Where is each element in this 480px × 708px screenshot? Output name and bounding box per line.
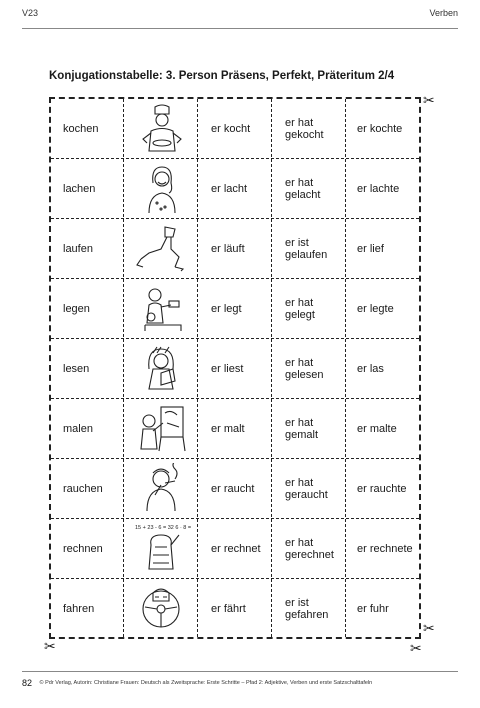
preterite-cell: er las (357, 363, 384, 375)
perfect-participle: gemalt (285, 429, 319, 441)
perfect-participle: gelesen (285, 369, 324, 381)
math-board-icon (125, 519, 199, 579)
perfect-auxiliary: er hat (285, 117, 314, 129)
table-row (51, 279, 419, 339)
table-row (51, 219, 419, 279)
infinitive-cell: fahren (63, 603, 95, 615)
perfect-participle: gerechnet (285, 549, 334, 561)
present-cell: er malt (211, 423, 245, 435)
page-number: 82 (22, 678, 33, 688)
infinitive-cell: rechnen (63, 543, 103, 555)
infinitive-cell: rauchen (63, 483, 103, 495)
infinitive-cell: kochen (63, 123, 99, 135)
perfect-cell (273, 579, 347, 639)
scissors-icon: ✂ (423, 92, 435, 108)
table-row (51, 159, 419, 219)
scissors-icon: ✂ (423, 620, 435, 636)
perfect-auxiliary: er hat (285, 417, 314, 429)
footer-divider (22, 671, 458, 672)
page-title: Konjugationstabelle: 3. Person Präsens, Perfekt, Präteritum 2/4 (49, 70, 395, 82)
conjugation-table (49, 97, 421, 639)
perfect-auxiliary: er hat (285, 177, 314, 189)
table-row (51, 99, 419, 159)
perfect-participle: gelegt (285, 309, 315, 321)
infinitive-cell: laufen (63, 243, 93, 255)
perfect-participle: gefahren (285, 609, 329, 621)
perfect-cell (273, 519, 347, 579)
present-cell: er rechnet (211, 543, 261, 555)
preterite-cell: er rauchte (357, 483, 407, 495)
perfect-cell (273, 159, 347, 219)
page-header (22, 8, 458, 24)
perfect-cell (273, 339, 347, 399)
preterite-cell: er lachte (357, 183, 400, 195)
perfect-auxiliary: er hat (285, 537, 314, 549)
present-cell: er legt (211, 303, 242, 315)
running-legs-icon (125, 219, 199, 279)
perfect-auxiliary: er hat (285, 477, 314, 489)
table-row (51, 579, 419, 639)
scissors-icon: ✂ (44, 638, 56, 654)
cooking-boy-icon (125, 99, 199, 159)
laughing-girl-icon (125, 159, 199, 219)
page-footer (22, 678, 458, 688)
perfect-participle: gekocht (285, 129, 324, 141)
perfect-auxiliary: er hat (285, 357, 314, 369)
preterite-cell: er kochte (357, 123, 403, 135)
infinitive-cell: legen (63, 303, 90, 315)
perfect-cell (273, 99, 347, 159)
preterite-cell: er malte (357, 423, 397, 435)
present-cell: er lacht (211, 183, 248, 195)
infinitive-cell: lesen (63, 363, 90, 375)
present-cell: er liest (211, 363, 244, 375)
worksheet-code: V23 (22, 8, 39, 18)
placing-book-icon (125, 279, 199, 339)
preterite-cell: er rechnete (357, 543, 413, 555)
perfect-auxiliary: er ist (285, 237, 309, 249)
perfect-cell (273, 399, 347, 459)
perfect-auxiliary: er ist (285, 597, 309, 609)
publisher-credit: © Pdr Verlag, Autorin: Christiane Frauen: Deutsch als Zweitsprache: Erste Schritte – Pfad 2: Adjektive, Verben und erste Satzschalttafeln (39, 680, 373, 686)
present-cell: er fährt (211, 603, 246, 615)
perfect-auxiliary: er hat (285, 297, 314, 309)
preterite-cell: er fuhr (357, 603, 389, 615)
board-equation: 15 + 23 - 6 = 32 6 · 8 = (135, 525, 192, 531)
perfect-participle: gelaufen (285, 249, 328, 261)
painting-child-icon (125, 399, 199, 459)
infinitive-cell: lachen (63, 183, 96, 195)
perfect-cell (273, 219, 347, 279)
section-title: Verben (429, 8, 458, 18)
reading-girl-icon (125, 339, 199, 399)
preterite-cell: er legte (357, 303, 394, 315)
smoking-man-icon (125, 459, 199, 519)
present-cell: er raucht (211, 483, 255, 495)
table-row (51, 339, 419, 399)
infinitive-cell: malen (63, 423, 93, 435)
present-cell: er läuft (211, 243, 245, 255)
driving-woman-icon (125, 579, 199, 639)
scissors-icon: ✂ (410, 640, 422, 656)
perfect-cell (273, 279, 347, 339)
header-divider (22, 28, 458, 29)
perfect-participle: gelacht (285, 189, 321, 201)
table-row (51, 459, 419, 519)
table-row (51, 519, 419, 579)
table-row (51, 399, 419, 459)
present-cell: er kocht (211, 123, 251, 135)
preterite-cell: er lief (357, 243, 384, 255)
perfect-cell (273, 459, 347, 519)
perfect-participle: geraucht (285, 489, 328, 501)
